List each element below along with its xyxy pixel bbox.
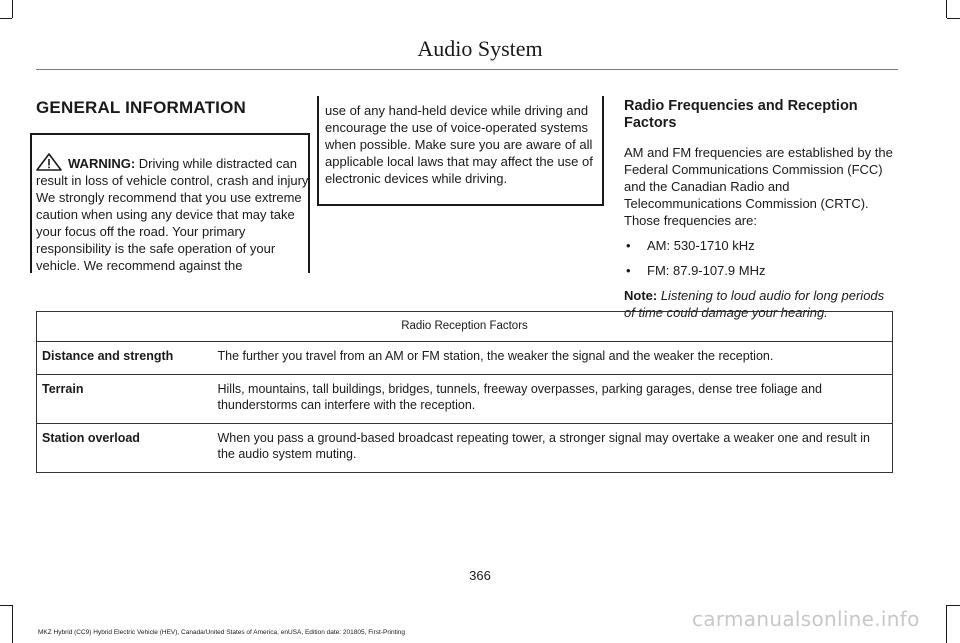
note-text: Listening to loud audio for long periods of time could damage your hearing. [624, 288, 885, 320]
factor-cell: Terrain [37, 375, 213, 424]
crop-mark [947, 18, 960, 19]
warning-triangle-icon [36, 153, 68, 171]
intro-paragraph: AM and FM frequencies are established by the Federal Communications Commission (FCC) and the Canadian Radio and Telecommunications Commission (CRTC). Those frequencies are: [624, 145, 893, 228]
crop-mark [946, 0, 947, 18]
bullet-icon: • [626, 238, 631, 253]
table-row [37, 342, 893, 375]
watermark: carmanualsonline.info [692, 607, 920, 631]
table-row [37, 375, 893, 424]
warning-text-part2: use of any hand-held device while driving and encourage the use of voice-operated systems when possible. Make sure you are aware of all applicable local laws that may affect the use of electronic devices while driving. [325, 103, 593, 186]
factor-cell: Distance and strength [37, 342, 213, 375]
crop-mark [947, 605, 960, 606]
frequency-list [624, 237, 896, 279]
section-title: GENERAL INFORMATION [36, 98, 246, 117]
warning-box-continued [317, 96, 604, 206]
factor-cell: Station overload [37, 424, 213, 473]
running-header: Audio System [417, 36, 543, 61]
header-rule [36, 69, 898, 70]
crop-mark [12, 605, 13, 643]
description-cell: The further you travel from an AM or FM station, the weaker the signal and the weaker the reception. [213, 342, 893, 375]
warning-text [36, 153, 312, 274]
list-item: • AM: 530-1710 kHz [626, 238, 755, 253]
footer-text: MKZ Hybrid (CC9) Hybrid Electric Vehicle (HEV), Canada/United States of America, enUSA, Edition date: 201805, First-Printing [38, 629, 406, 636]
crop-mark [12, 0, 13, 18]
warning-text-part1: Driving while distracted can result in loss of vehicle control, crash and injury. We strongly recommend that you use extreme caution when using any device that may take your focus off the road. Your primary responsibility is the safe operation of your vehicle. We recommend against the [36, 156, 312, 273]
crop-mark [0, 605, 12, 606]
subsection-title: Radio Frequencies and Reception Factors [624, 98, 858, 131]
reception-factors-table [36, 311, 893, 473]
description-cell: When you pass a ground-based broadcast repeating tower, a stronger signal may overtake a weaker one and result in the audio system muting. [213, 424, 893, 473]
description-cell: Hills, mountains, tall buildings, bridges, tunnels, freeway overpasses, parking garages, dense tree foliage and thunderstorms can interfere with the reception. [213, 375, 893, 424]
page-number: 366 [469, 568, 491, 583]
note-label: Note: [624, 288, 658, 303]
bullet-icon: • [626, 263, 631, 278]
crop-mark [0, 18, 12, 19]
warning-box [30, 133, 310, 273]
list-item: • FM: 87.9-107.9 MHz [626, 263, 766, 278]
table-row [37, 424, 893, 473]
radio-frequencies-section [624, 98, 896, 321]
crop-mark [946, 605, 947, 643]
table-caption-row [37, 312, 893, 342]
table-caption: Radio Reception Factors [37, 312, 893, 342]
warning-label: WARNING: [68, 156, 136, 171]
